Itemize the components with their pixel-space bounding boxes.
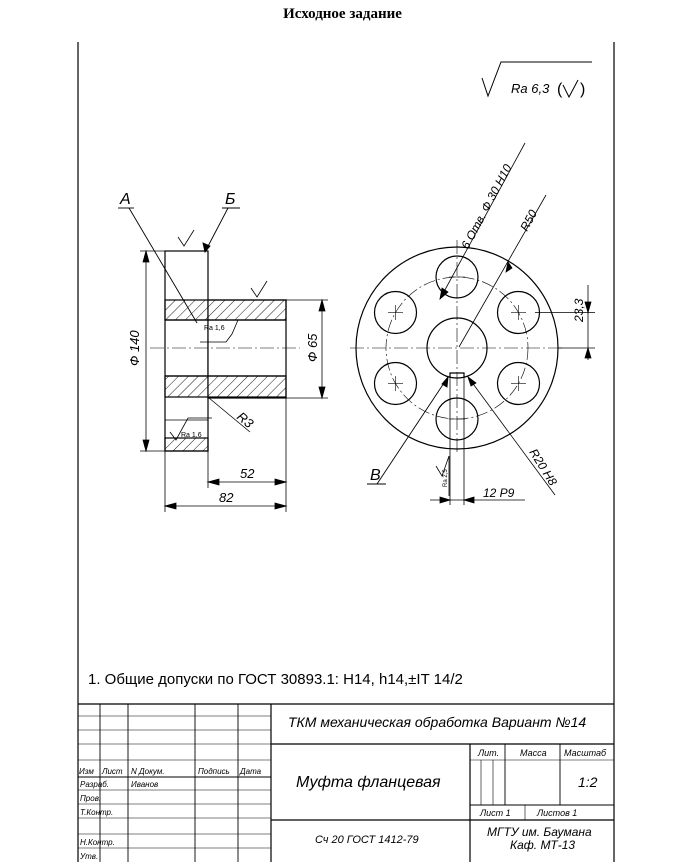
dimension-holes-label: 6 Отв. Ф 30 H10 <box>458 161 515 252</box>
title-block-lit: Лит. <box>478 748 500 758</box>
roughness-general-label: Ra 6,3 <box>511 81 550 96</box>
role-tech-control: Т.Контр. <box>80 808 114 817</box>
roughness-key-label: Ra 2,5 <box>443 469 449 487</box>
role-developer: Разраб. <box>80 780 109 789</box>
leader-a-label: А <box>120 191 131 208</box>
dimension-52-label: 52 <box>240 466 255 481</box>
title-block-project: ТКМ механическая обработка Вариант №14 <box>288 714 587 730</box>
role-approved: Утв. <box>80 852 99 861</box>
col-header-doc: N Докум. <box>131 767 165 776</box>
col-header-date: Дата <box>240 767 262 776</box>
svg-text:(: ( <box>557 81 563 98</box>
dimension-23-3-label: 23,3 <box>572 298 586 322</box>
dimension-r3-label: R3 <box>234 408 257 431</box>
title-block-sheets: Листов 1 <box>537 808 578 818</box>
dimension-dia-140-label: Ф 140 <box>127 330 142 366</box>
dimension-dia-140 <box>140 251 165 451</box>
general-tolerance-note: 1. Общие допуски по ГОСТ 30893.1: H14, h14,±IT 14/2 <box>88 671 463 688</box>
roughness-face-label: Ra 1,6 <box>181 432 202 439</box>
col-header-sign: Подпись <box>198 767 230 776</box>
role-developer-name: Иванов <box>131 780 159 789</box>
title-block-scale-header: Масштаб <box>564 748 607 758</box>
col-header-list: Лист <box>102 767 123 776</box>
title-block-part-name: Муфта фланцевая <box>296 774 441 791</box>
leader-b <box>203 208 240 252</box>
title-block-scale: 1:2 <box>578 774 598 790</box>
title-block-org-line1: МГТУ им. Баумана <box>487 825 592 839</box>
title-block-sheet: Лист 1 <box>480 808 511 818</box>
dimension-r50-label: R50 <box>517 207 540 234</box>
role-norm-control: Н.Контр. <box>80 838 115 847</box>
leader-b-label: Б <box>225 191 236 208</box>
front-view <box>350 240 565 455</box>
col-header-izm: Изм <box>79 767 94 776</box>
check-mark-icon <box>563 80 578 97</box>
dimension-r20-label: R20 H8 <box>526 446 560 489</box>
title-block-mass: Масса <box>520 748 547 758</box>
dimension-slot-label: 12 P9 <box>483 486 515 500</box>
title-block-material: Сч 20 ГОСТ 1412-79 <box>315 834 419 846</box>
dimension-dia-65-label: Ф 65 <box>305 333 320 362</box>
svg-text:): ) <box>580 81 586 98</box>
roughness-bore-label: Ra 1,6 <box>204 325 225 332</box>
dimension-82-label: 82 <box>219 490 234 505</box>
role-checker: Пров. <box>80 794 102 803</box>
title-block-org-line2: Каф. МТ-13 <box>510 838 576 852</box>
page-title: Исходное задание <box>283 6 402 22</box>
leader-v-label: В <box>370 467 381 484</box>
roughness-general-symbol <box>482 62 592 98</box>
